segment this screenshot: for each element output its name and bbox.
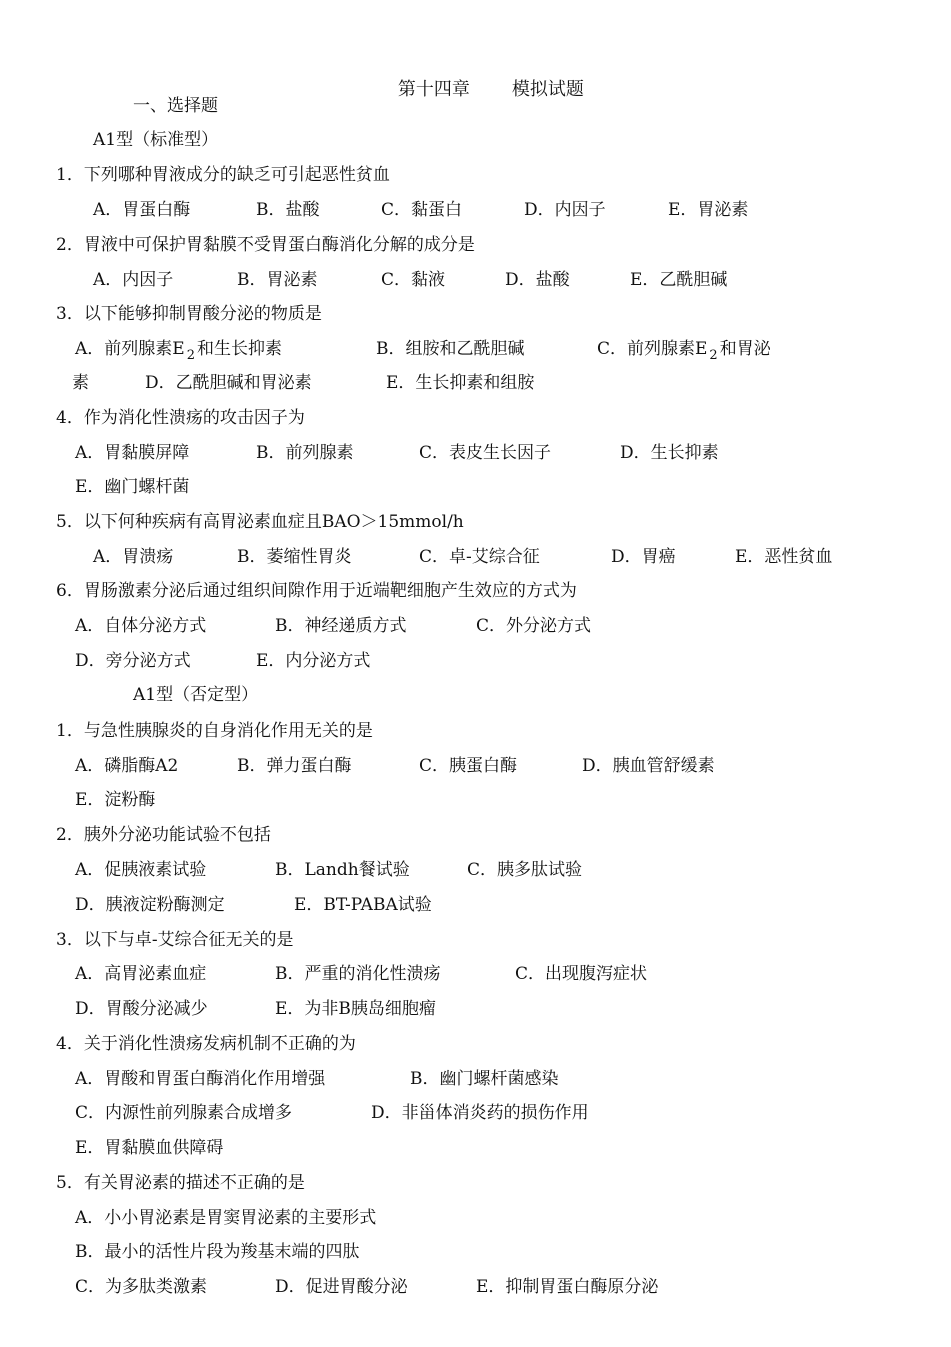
type-heading-negative: A1型（否定型） xyxy=(133,685,259,705)
option: C．胰多肽试验 xyxy=(467,860,583,880)
option: C．内源性前列腺素合成增多 xyxy=(75,1103,293,1123)
option: A．磷脂酶A2 xyxy=(75,756,179,776)
title-label: 模拟试题 xyxy=(511,79,584,100)
option: E．抑制胃蛋白酶原分泌 xyxy=(476,1277,659,1297)
option: A．自体分泌方式 xyxy=(75,616,207,636)
option: C．胰蛋白酶 xyxy=(419,756,518,776)
question-text: 5．以下何种疾病有高胃泌素血症且BAO＞15mmol/h xyxy=(56,512,464,532)
option: B．Landh餐试验 xyxy=(275,860,410,880)
option: D．内因子 xyxy=(524,200,606,220)
option: B．胃泌素 xyxy=(237,270,318,290)
option: E．乙酰胆碱 xyxy=(630,270,728,290)
option: A．高胃泌素血症 xyxy=(75,964,207,984)
option: C．黏液 xyxy=(381,270,446,290)
option: D．乙酰胆碱和胃泌素 xyxy=(145,373,312,393)
option: D．盐酸 xyxy=(505,270,570,290)
question-text: 2．胰外分泌功能试验不包括 xyxy=(56,825,271,845)
option: E．胃黏膜血供障碍 xyxy=(75,1138,224,1158)
option: A．胃溃疡 xyxy=(93,547,174,567)
option: D．胃癌 xyxy=(611,547,676,567)
option: B．最小的活性片段为羧基末端的四肽 xyxy=(75,1242,360,1262)
option: C．为多肽类激素 xyxy=(75,1277,208,1297)
option: A．胃蛋白酶 xyxy=(93,200,191,220)
option: A．胃黏膜屏障 xyxy=(75,443,190,463)
section-heading: 一、选择题 xyxy=(133,96,218,116)
option: D．非甾体消炎药的损伤作用 xyxy=(371,1103,589,1123)
option: A．胃酸和胃蛋白酶消化作用增强 xyxy=(75,1069,326,1089)
option: E．生长抑素和组胺 xyxy=(386,373,535,393)
question-text: 6．胃肠激素分泌后通过组织间隙作用于近端靶细胞产生效应的方式为 xyxy=(56,581,577,601)
page-title xyxy=(375,60,584,120)
option: C．出现腹泻症状 xyxy=(515,964,648,984)
option: D．生长抑素 xyxy=(620,443,719,463)
option: A．内因子 xyxy=(93,270,174,290)
option: C．表皮生长因子 xyxy=(419,443,552,463)
option: D．胃酸分泌减少 xyxy=(75,999,208,1019)
option: E．内分泌方式 xyxy=(256,651,371,671)
option: A．促胰液素试验 xyxy=(75,860,207,880)
option: E．淀粉酶 xyxy=(75,790,156,810)
option: C．前列腺素E $_2$ 和胃泌 xyxy=(597,339,771,363)
option: A．小小胃泌素是胃窦胃泌素的主要形式 xyxy=(75,1208,377,1228)
option: E．为非B胰岛细胞瘤 xyxy=(275,999,436,1019)
subscript: 2 xyxy=(186,348,195,363)
option: B．弹力蛋白酶 xyxy=(237,756,352,776)
option: D．胰血管舒缓素 xyxy=(582,756,715,776)
type-heading-standard: A1型（标准型） xyxy=(93,130,219,150)
question-text: 1．与急性胰腺炎的自身消化作用无关的是 xyxy=(56,721,373,741)
option: B．幽门螺杆菌感染 xyxy=(410,1069,559,1089)
option: B．神经递质方式 xyxy=(275,616,407,636)
option: E．幽门螺杆菌 xyxy=(75,477,190,497)
option: E．胃泌素 xyxy=(668,200,749,220)
question-text: 3．以下与卓-艾综合征无关的是 xyxy=(56,930,294,950)
option-continuation: 素 xyxy=(72,373,89,393)
option: C．卓-艾综合征 xyxy=(419,547,540,567)
option: D．旁分泌方式 xyxy=(75,651,191,671)
question-text: 4．关于消化性溃疡发病机制不正确的为 xyxy=(56,1034,356,1054)
option: D．胰液淀粉酶测定 xyxy=(75,895,225,915)
option: B．前列腺素 xyxy=(256,443,354,463)
chapter-label: 第十四章 xyxy=(397,79,470,100)
option: D．促进胃酸分泌 xyxy=(275,1277,408,1297)
option: E．恶性贫血 xyxy=(735,547,833,567)
option: B．组胺和乙酰胆碱 xyxy=(376,339,525,359)
option: B．萎缩性胃炎 xyxy=(237,547,352,567)
option: C．外分泌方式 xyxy=(476,616,592,636)
subscript: 2 xyxy=(709,348,718,363)
option: A．前列腺素E $_2$ 和生长抑素 xyxy=(75,339,282,363)
question-text: 5．有关胃泌素的描述不正确的是 xyxy=(56,1173,305,1193)
option: E．BT-PABA试验 xyxy=(294,895,432,915)
question-text: 2．胃液中可保护胃黏膜不受胃蛋白酶消化分解的成分是 xyxy=(56,235,475,255)
question-text: 4．作为消化性溃疡的攻击因子为 xyxy=(56,408,305,428)
question-text: 1．下列哪种胃液成分的缺乏可引起恶性贫血 xyxy=(56,165,390,185)
option: B．盐酸 xyxy=(256,200,320,220)
option: C．黏蛋白 xyxy=(381,200,463,220)
question-text: 3．以下能够抑制胃酸分泌的物质是 xyxy=(56,304,322,324)
option: B．严重的消化性溃疡 xyxy=(275,964,441,984)
